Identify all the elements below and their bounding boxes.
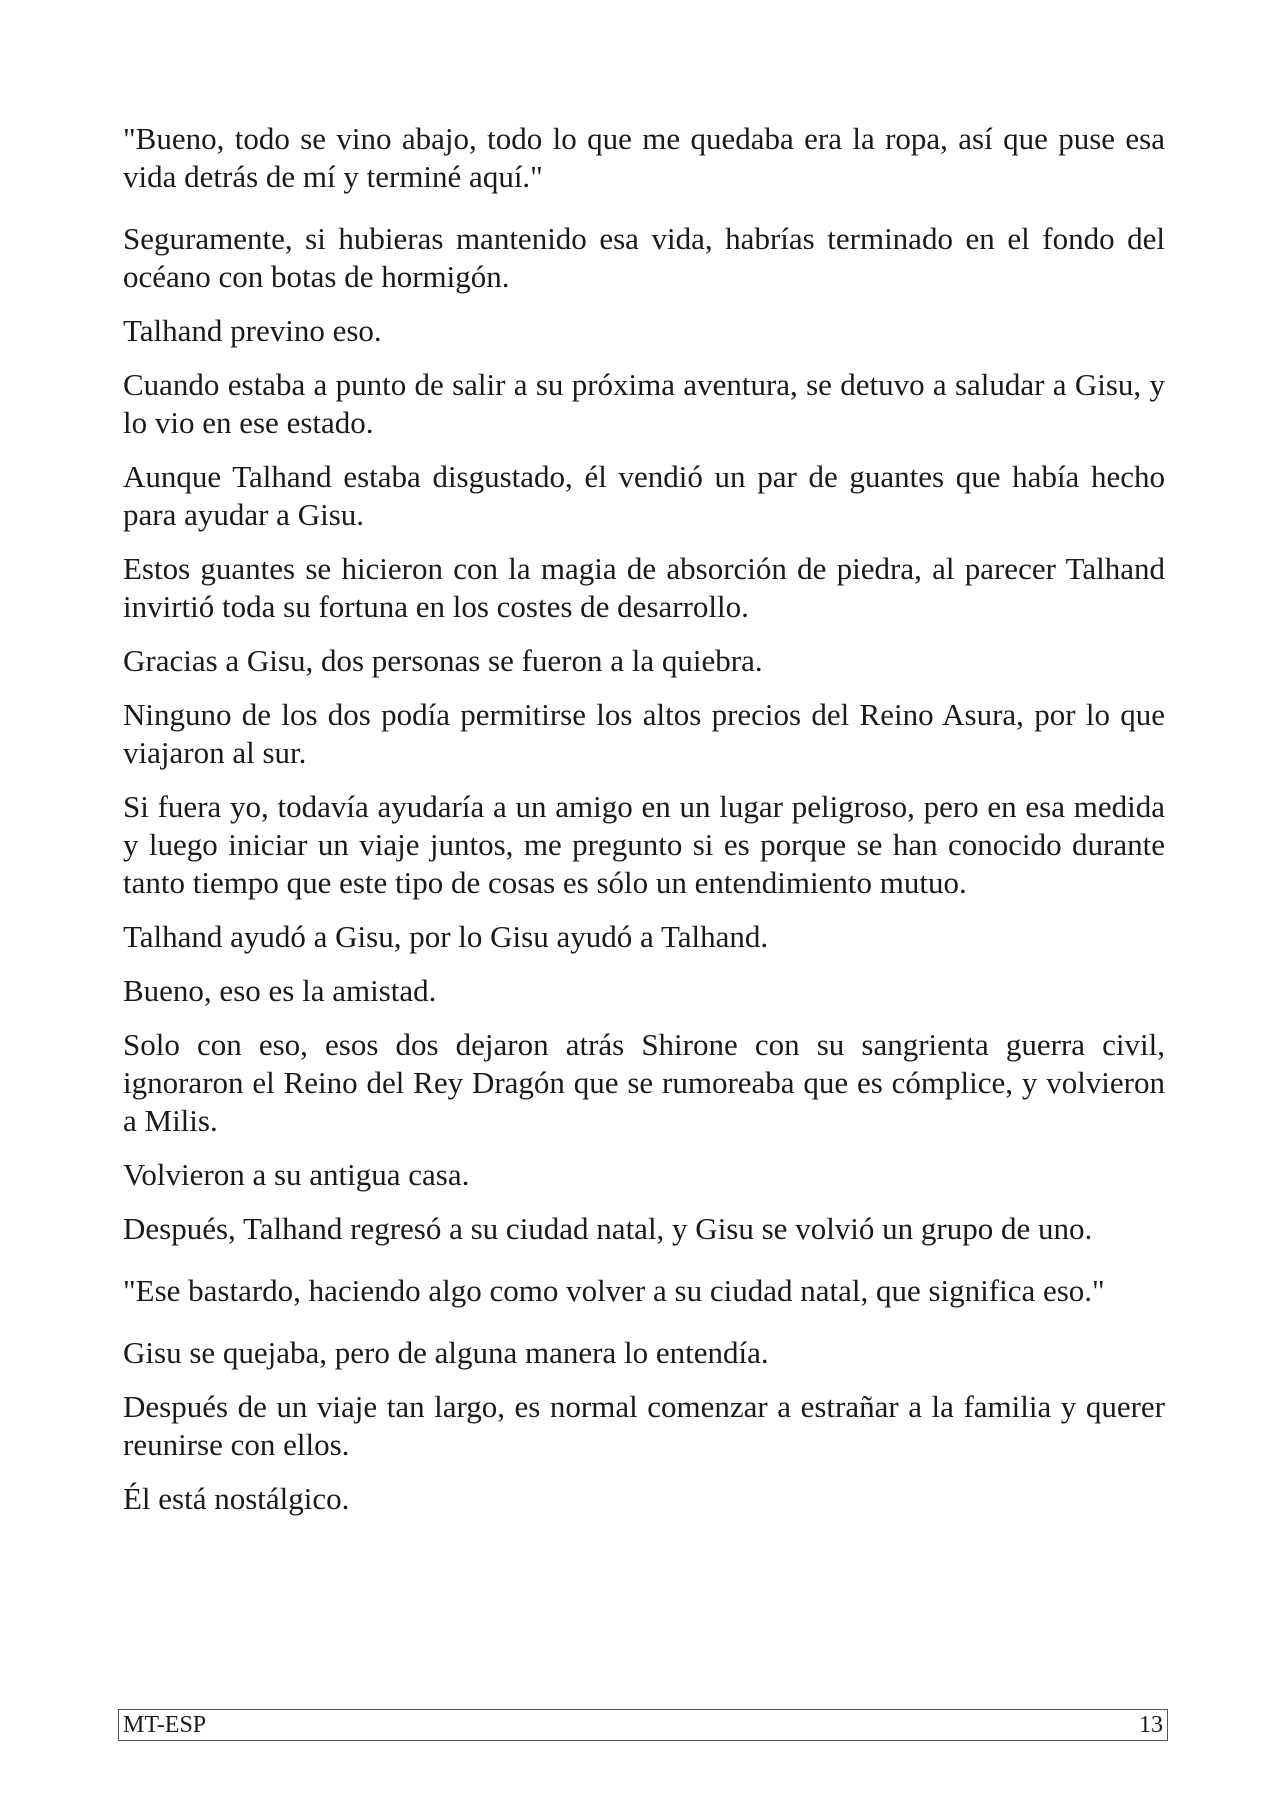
paragraph: "Bueno, todo se vino abajo, todo lo que me quedaba era la ropa, así que puse esa vida detrás de mí y terminé aquí.": [123, 121, 1165, 194]
paragraph: Solo con eso, esos dos dejaron atrás Shirone con su sangrienta guerra civil, ignoraron el Reino del Rey Dragón que se rumoreaba que es cómplice, y volvieron a Milis.: [123, 1027, 1165, 1138]
page-number: 13: [1139, 1712, 1163, 1738]
paragraph: Bueno, eso es la amistad.: [123, 973, 437, 1008]
paragraph: Ninguno de los dos podía permitirse los altos precios del Reino Asura, por lo que viajaron al sur.: [123, 697, 1165, 770]
paragraph: Después de un viaje tan largo, es normal comenzar a estrañar a la familia y querer reunirse con ellos.: [123, 1389, 1165, 1462]
paragraph: Cuando estaba a punto de salir a su próxima aventura, se detuvo a saludar a Gisu, y lo vio en ese estado.: [123, 367, 1165, 440]
paragraph: Después, Talhand regresó a su ciudad natal, y Gisu se volvió un grupo de uno.: [123, 1211, 1093, 1246]
paragraph: Talhand ayudó a Gisu, por lo Gisu ayudó a Talhand.: [123, 919, 769, 954]
paragraph: Talhand previno eso.: [123, 313, 382, 348]
paragraph: Si fuera yo, todavía ayudaría a un amigo en un lugar peligroso, pero en esa medida y luego iniciar un viaje juntos, me pregunto si es porque se han conocido durante tanto tiempo que este tipo de cosas es sólo un entendimiento mutuo.: [123, 789, 1165, 900]
page-footer: [118, 1709, 1168, 1741]
body-text: [123, 120, 1165, 1534]
paragraph: Estos guantes se hicieron con la magia de absorción de piedra, al parecer Talhand invirtió toda su fortuna en los costes de desarrollo.: [123, 551, 1165, 624]
paragraph: Gisu se quejaba, pero de alguna manera lo entendía.: [123, 1335, 769, 1370]
paragraph: Aunque Talhand estaba disgustado, él vendió un par de guantes que había hecho para ayudar a Gisu.: [123, 459, 1165, 532]
paragraph: "Ese bastardo, haciendo algo como volver a su ciudad natal, que significa eso.": [123, 1273, 1105, 1308]
paragraph: Él está nostálgico.: [123, 1481, 350, 1516]
paragraph: Gracias a Gisu, dos personas se fueron a la quiebra.: [123, 643, 763, 678]
paragraph: Volvieron a su antigua casa.: [123, 1157, 470, 1192]
footer-label: MT-ESP: [123, 1712, 207, 1738]
paragraph: Seguramente, si hubieras mantenido esa vida, habrías terminado en el fondo del océano con botas de hormigón.: [123, 221, 1165, 294]
